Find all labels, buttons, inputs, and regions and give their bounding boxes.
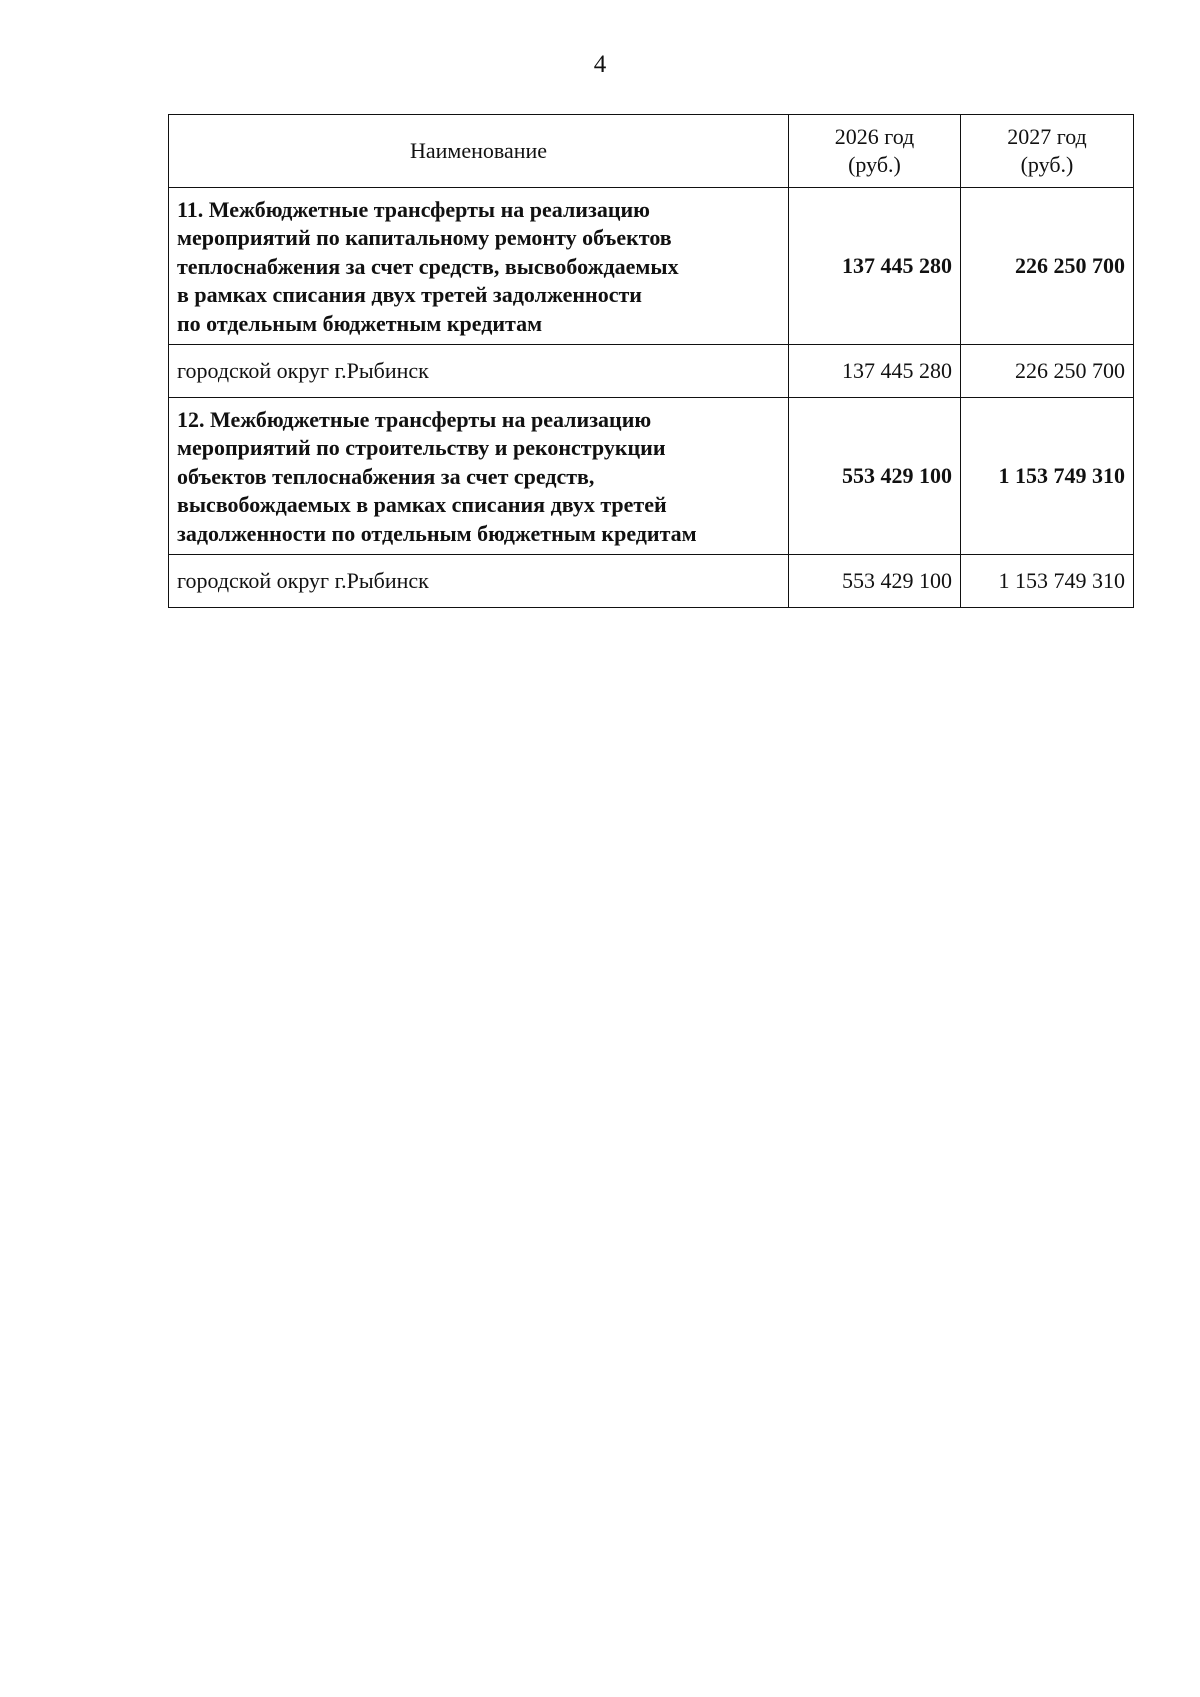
header-name: Наименование — [169, 115, 789, 188]
table-row-rybinsk-12 — [169, 555, 1134, 608]
section-11-name — [169, 188, 789, 345]
section-12-line-1: 12. Межбюджетные трансферты на реализацию — [177, 406, 652, 432]
budget-table — [168, 114, 1134, 608]
table-header-row — [169, 115, 1134, 188]
section-12-year-2027: 1 153 749 310 — [961, 398, 1134, 555]
section-11-year-2027: 226 250 700 — [961, 188, 1134, 345]
header-year-2027-unit: (руб.) — [1020, 152, 1074, 177]
section-11-line-5: по отдельным бюджетным кредитам — [177, 310, 543, 336]
rybinsk-11-year-2027: 226 250 700 — [961, 345, 1134, 398]
section-11-line-3: теплоснабжения за счет средств, высвобождаемых — [177, 253, 679, 279]
table-row-section-11 — [169, 188, 1134, 345]
header-year-2027-label: 2027 год — [1007, 123, 1087, 149]
header-year-2026 — [789, 115, 961, 188]
table-row-section-12 — [169, 398, 1134, 555]
section-12-year-2026: 553 429 100 — [789, 398, 961, 555]
section-12-name — [169, 398, 789, 555]
section-11-line-4: в рамках списания двух третей задолженности — [177, 282, 642, 308]
page-number: 4 — [593, 51, 607, 78]
rybinsk-12-name: городской округ г.Рыбинск — [169, 555, 789, 608]
table-row-rybinsk-11 — [169, 345, 1134, 398]
section-12-line-4: высвобождаемых в рамках списания двух третей — [177, 492, 667, 518]
header-year-2027 — [961, 115, 1134, 188]
header-year-2026-unit: (руб.) — [848, 152, 901, 177]
header-year-2026-label: 2026 год — [834, 123, 915, 149]
rybinsk-11-name: городской округ г.Рыбинск — [169, 345, 789, 398]
rybinsk-11-year-2026: 137 445 280 — [789, 345, 961, 398]
section-12-line-3: объектов теплоснабжения за счет средств, — [177, 463, 595, 489]
section-12-line-5: задолженности по отдельным бюджетным кредитам — [177, 520, 697, 546]
section-11-year-2026: 137 445 280 — [789, 188, 961, 345]
section-11-line-2: мероприятий по капитальному ремонту объектов — [177, 225, 672, 251]
section-11-line-1: 11. Межбюджетные трансферты на реализацию — [177, 196, 650, 222]
rybinsk-12-year-2027: 1 153 749 310 — [961, 555, 1134, 608]
section-12-line-2: мероприятий по строительству и реконструкции — [177, 435, 666, 461]
rybinsk-12-year-2026: 553 429 100 — [789, 555, 961, 608]
